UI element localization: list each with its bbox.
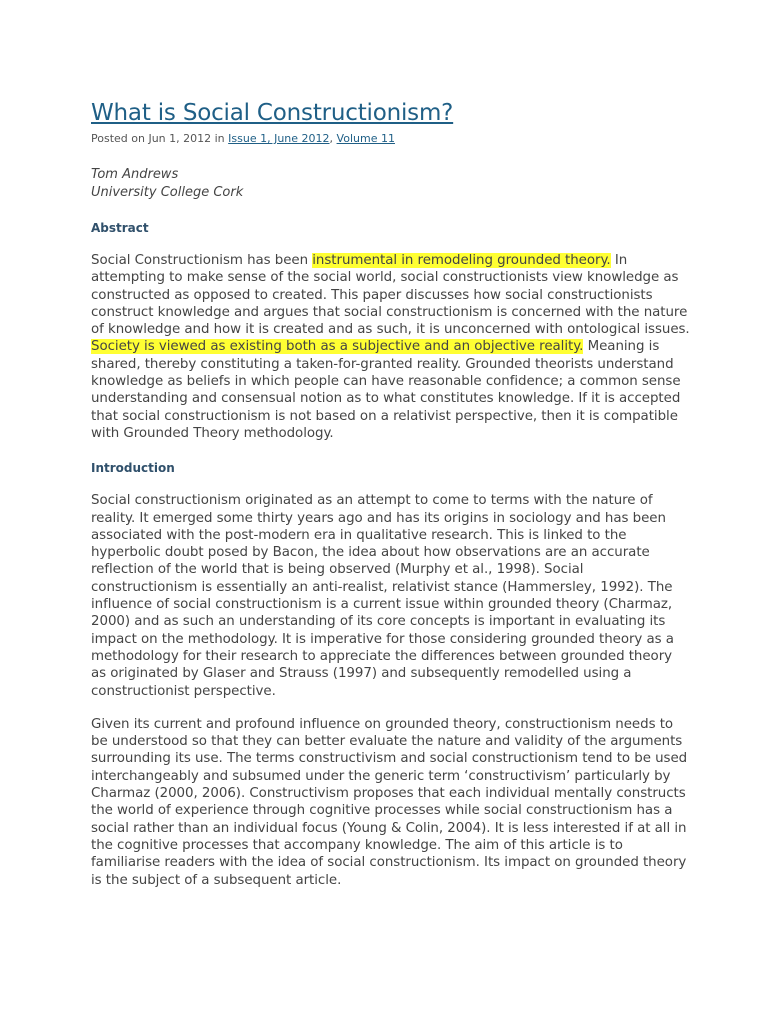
abstract-heading: Abstract [91, 221, 149, 235]
introduction-heading: Introduction [91, 461, 175, 476]
posted-date: Posted on Jun 1, 2012 in [91, 132, 229, 145]
highlight-2: Society is viewed as existing both as a subjective and an objective reality. [91, 339, 584, 355]
volume-link[interactable]: Volume 11 [336, 132, 395, 145]
introduction-paragraph-2: Given its current and profound influence on grounded theory, constructionism needs to be understood so that they can better evaluate the nature and validity of the arguments surrounding its use. The terms constructivism and social constructionism tend to be used interchangeably and subsumed under the generic term ‘constructivism’ particularly by Charmaz (2000, 2006). Constructivism proposes that each individual mentally constructs the world of experience through cognitive processes while social constructionism has a social rather than an individual focus (Young & Colin, 2004). It is less interested if at all in the cognitive processes that accompany knowledge. The aim of this article is to familiarise readers with the idea of social constructionism. Its impact on grounded theory is the subject of a subsequent article. [91, 716, 688, 888]
abstract-paragraph [91, 252, 691, 442]
issue-link[interactable]: Issue 1, June 2012 [228, 132, 330, 145]
meta-separator: , [329, 132, 337, 145]
highlight-1: instrumental in remodeling grounded theory. [312, 253, 611, 268]
author-affiliation: University College Cork [91, 185, 244, 200]
author-name: Tom Andrews [91, 167, 179, 182]
introduction-paragraph-1: Social constructionism originated as an attempt to come to terms with the nature of reality. It emerged some thirty years ago and has its origins in sociology and has been associated with the post-modern era in qualitative research. This is linked to the hyperbolic doubt posed by Bacon, the idea about how observations are an accurate reflection of the world that is being observed (Murphy et al., 1998). Social constructionism is essentially an anti-realist, relativist stance (Hammersley, 1992). The influence of social constructionism is a current issue within grounded theory (Charmaz, 2000) and as such an understanding of its core concepts is important in evaluating its impact on the methodology. It is imperative for those considering grounded theory as a methodology for their research to appreciate the differences between grounded theory as originated by Glaser and Strauss (1997) and subsequently remodelled using a constructionist perspective. [91, 493, 674, 699]
post-meta [91, 131, 691, 146]
article [91, 96, 691, 902]
article-title[interactable]: What is Social Constructionism? [91, 100, 454, 126]
abstract-text-2: In attempting to make sense of the social world, social constructionists view knowledge as constructed as opposed to created. This paper discusses how social constructionists construct knowledge and argues that social constructionism is concerned with the nature of knowledge and how it is created and as such, it is unconcerned with ontological issues. [91, 253, 690, 338]
abstract-text-1: Social Constructionism has been [91, 253, 313, 268]
author-block [91, 166, 691, 202]
abstract-text-3: Meaning is shared, thereby constituting a taken-for-granted reality. Grounded theorists understand knowledge as beliefs in which people can have reasonable confidence; a common sense understanding and consensual notion as to what constitutes knowledge. If it is accepted that social constructionism is not based on a relativist perspective, then it is compatible with Grounded Theory methodology. [91, 339, 681, 441]
